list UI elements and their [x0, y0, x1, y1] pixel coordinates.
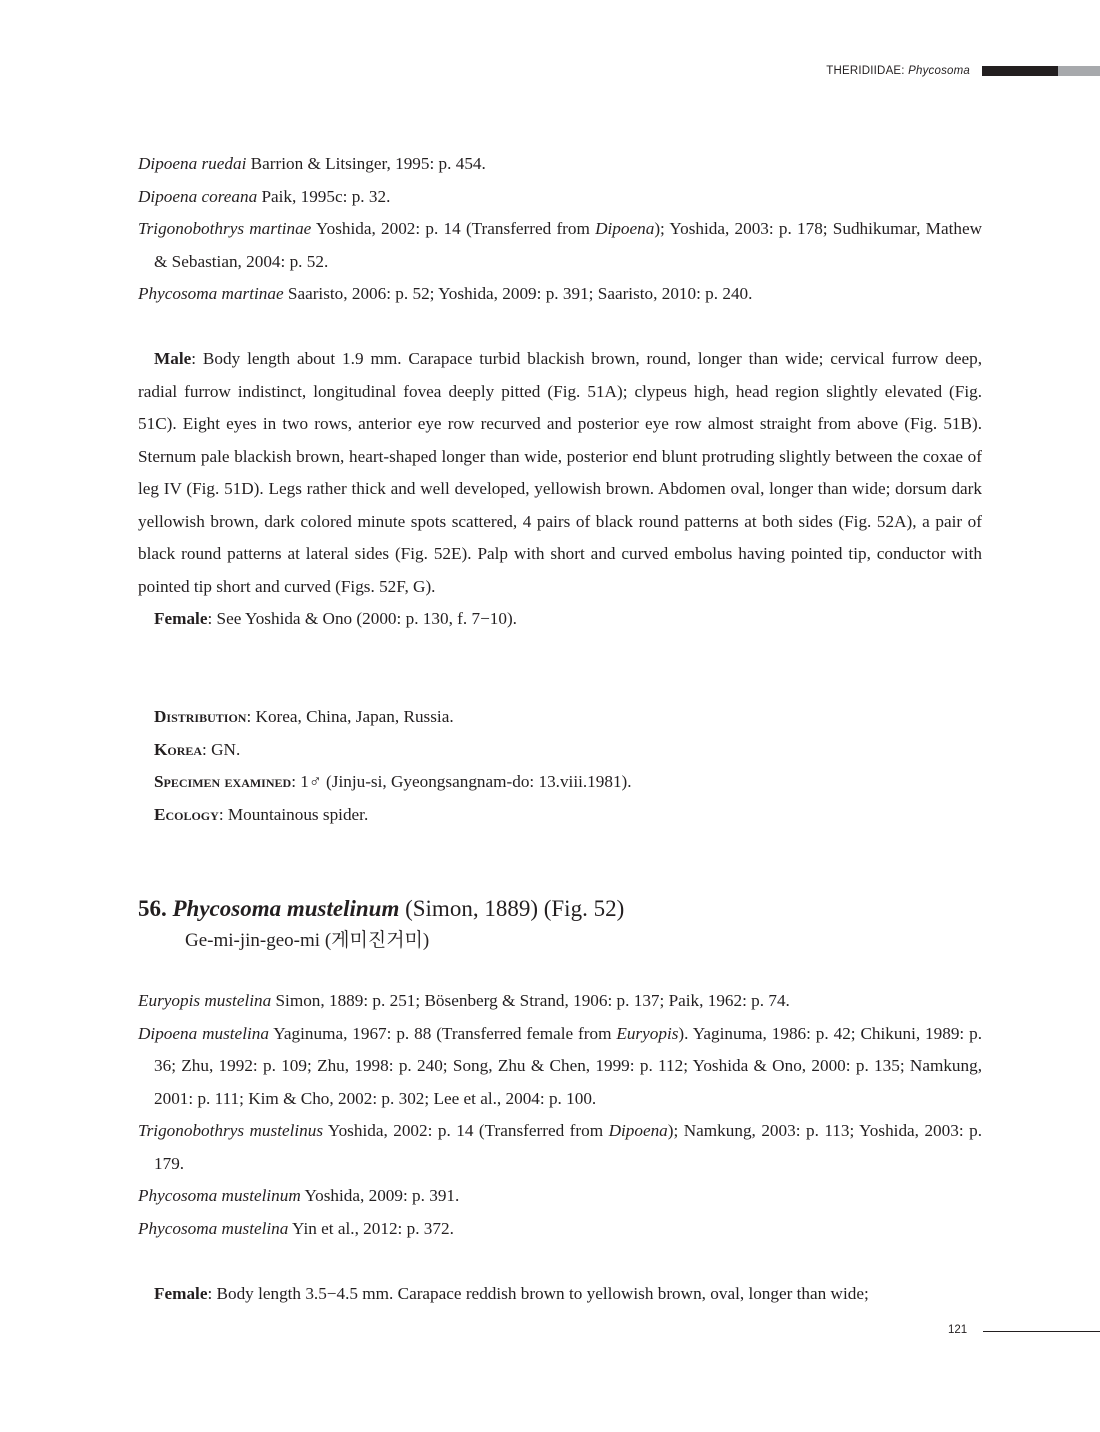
synonym-ref: ); Yoshida, 2003: p. 178; Sudhikumar, Mathew & Sebastian, 2004: p. 52.: [154, 219, 982, 271]
female-text: : See Yoshida & Ono (2000: p. 130, f. 7−10).: [207, 609, 517, 628]
synonym-entry: [138, 278, 982, 311]
synonym-entry: [138, 1115, 982, 1180]
ecology-text: : Mountainous spider.: [218, 804, 369, 824]
korea-line: [138, 734, 982, 767]
running-head-bar-dark: [982, 66, 1058, 76]
distribution-text: : Korea, China, Japan, Russia.: [246, 707, 454, 726]
synonym-ref: Saaristo, 2006: p. 52; Yoshida, 2009: p. 391; Saaristo, 2010: p. 240.: [283, 284, 753, 303]
synonym-name: Euryopis mustelina: [138, 991, 272, 1010]
synonym-entry: [138, 1180, 982, 1213]
female-paragraph: [138, 603, 982, 636]
male-label: Male: [154, 349, 192, 368]
running-head-genus: Phycosoma: [908, 65, 970, 77]
synonym-ref-genus: Dipoena: [595, 219, 655, 238]
synonym-entry: [138, 213, 982, 278]
species-number: 56.: [138, 896, 167, 921]
page-number: 121: [948, 1324, 968, 1336]
specimen-label: Specimen examined: [154, 772, 292, 791]
synonym-ref-genus: Dipoena: [608, 1121, 668, 1140]
synonym-ref: Paik, 1995c: p. 32.: [257, 186, 391, 206]
distribution-line: [138, 701, 982, 734]
synonym-list-1: [138, 148, 982, 311]
synonym-entry: [138, 148, 982, 181]
synonym-entry: [138, 1018, 982, 1116]
synonym-name: Dipoena coreana: [138, 186, 258, 206]
synonym-name: Phycosoma martinae: [138, 284, 284, 303]
synonym-entry: [138, 985, 982, 1018]
female-paragraph: [138, 1278, 982, 1311]
synonym-name: Dipoena mustelina: [138, 1023, 269, 1043]
female-label: Female: [154, 609, 208, 628]
species-author: (Simon, 1889) (Fig. 52): [399, 896, 625, 921]
running-head-family: THERIDIIDAE:: [826, 65, 909, 77]
specimen-line: [138, 766, 982, 799]
synonym-ref-genus: Euryopis: [616, 1023, 679, 1043]
synonym-name: Phycosoma mustelinum: [138, 1186, 301, 1205]
specimen-text: : 1♂ (Jinju-si, Gyeongsangnam-do: 13.viii.1981).: [291, 772, 632, 791]
synonym-name: Phycosoma mustelina: [138, 1218, 289, 1238]
species-common-name: Ge-mi-jin-geo-mi (게미진거미): [185, 930, 430, 951]
synonym-entry: [138, 181, 982, 214]
female-text: : Body length 3.5−4.5 mm. Carapace reddish brown to yellowish brown, oval, longer than wide;: [207, 1284, 869, 1303]
synonym-ref: Yin et al., 2012: p. 372.: [288, 1218, 454, 1238]
synonym-ref: Yoshida, 2009: p. 391.: [300, 1186, 460, 1205]
running-head-bar-grey: [1058, 66, 1100, 76]
female-label: Female: [154, 1284, 208, 1303]
synonym-name: Trigonobothrys martinae: [138, 219, 312, 238]
synonym-ref: Yoshida, 2002: p. 14 (Transferred from: [323, 1121, 609, 1140]
synonym-name: Dipoena ruedai: [138, 154, 247, 173]
synonym-ref: Yaginuma, 1967: p. 88 (Transferred female from: [268, 1023, 617, 1043]
synonym-name: Trigonobothrys mustelinus: [138, 1121, 324, 1140]
distribution-block: [138, 701, 982, 831]
species-name: Phycosoma mustelinum: [172, 896, 400, 921]
running-head: [826, 65, 970, 77]
synonym-ref: Barrion & Litsinger, 1995: p. 454.: [246, 154, 486, 173]
male-description: [138, 343, 982, 636]
ecology-label: Ecology: [154, 804, 219, 824]
folio-rule: [983, 1331, 1100, 1332]
synonym-ref: Yoshida, 2002: p. 14 (Transferred from: [311, 219, 596, 238]
korea-text: : GN.: [202, 739, 241, 759]
synonym-ref: ); Namkung, 2003: p. 113; Yoshida, 2003: p. 179.: [154, 1121, 982, 1173]
female-description: [138, 1278, 982, 1311]
synonym-entry: [138, 1213, 982, 1246]
synonym-ref: ). Yaginuma, 1986: p. 42; Chikuni, 1989: p. 36; Zhu, 1992: p. 109; Zhu, 1998: p. 240; Song, Zhu & Chen, 1999: p. 112; Yoshida & Ono, 2000: p. 135; Namkung, 2001: p. 111; Kim & Cho, 2002: p. 302; Lee et al., 2004: p. 100.: [154, 1023, 982, 1108]
synonym-ref: Simon, 1889: p. 251; Bösenberg & Strand, 1906: p. 137; Paik, 1962: p. 74.: [271, 991, 790, 1010]
male-paragraph: [138, 343, 982, 603]
synonym-list-2: [138, 985, 982, 1245]
distribution-label: Distribution: [154, 707, 247, 726]
male-text: : Body length about 1.9 mm. Carapace turbid blackish brown, round, longer than wide; cervical furrow deep, radial furrow indistinct, longitudinal fovea deeply pitted (Fig. 51A); clypeus high, head region slightly elevated (Fig. 51C). Eight eyes in two rows, anterior eye row recurved and posterior eye row almost straight from above (Fig. 51B). Sternum pale blackish brown, heart-shaped longer than wide, posterior end blunt protruding slightly between the coxae of leg IV (Fig. 51D). Legs rather thick and well developed, yellowish brown. Abdomen oval, longer than wide; dorsum dark yellowish brown, dark colored minute spots scattered, 4 pairs of black round patterns at both sides (Fig. 52A), a pair of black round patterns at lateral sides (Fig. 52E). Palp with short and curved embolus having pointed tip, conductor with pointed tip short and curved (Figs. 52F, G).: [138, 349, 982, 596]
species-heading: [138, 893, 624, 924]
ecology-line: [138, 799, 982, 832]
korea-label: Korea: [154, 739, 203, 759]
